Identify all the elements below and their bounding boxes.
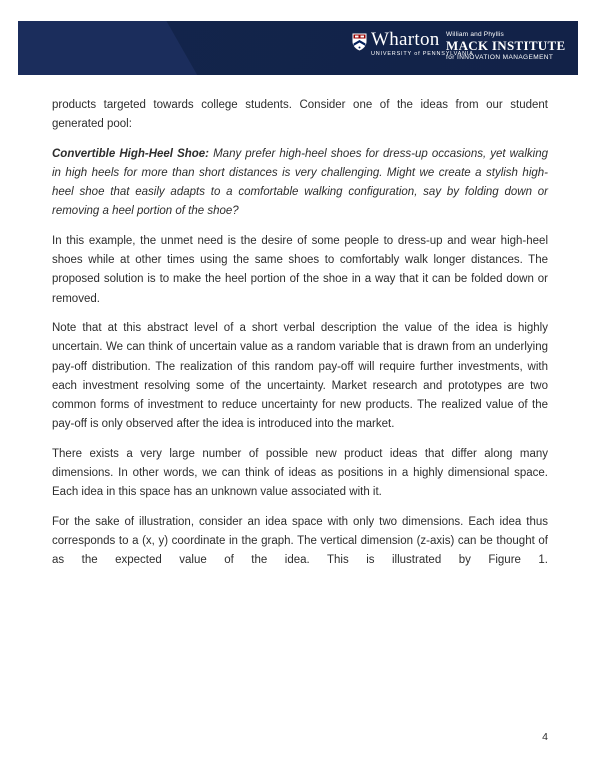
paragraph-4: There exists a very large number of possible new product ideas that differ along many dimensions. In other words, we can think of ideas as positions in a highly dimensional space. Each idea in this space has an unknown value associated with it.: [52, 447, 548, 499]
paragraph-3: Note that at this abstract level of a short verbal description the value of the idea is highly uncertain. We can think of uncertain value as a random variable that is drawn from an underlying pay-off distribution. The realization of this random pay-off will require further investments, with each investment resolving some of the uncertainty. Market research and prototypes are two common forms of investment to reduce uncertainty for new products. The realized value of the pay-off is only observed after the idea is introduced into the market.: [52, 321, 548, 431]
paragraph-2: In this example, the unmet need is the desire of some people to dress-up and wear high-heel shoes while at other times using the same shoes to comfortably walk longer distances. The proposed solution is to make the heel portion of the shoe in a way that it can be folded down or removed.: [52, 234, 548, 305]
document-body: [52, 96, 548, 581]
paragraph-5: For the sake of illustration, consider an idea space with only two dimensions. Each idea thus corresponds to a (x, y) coordinate in the graph. The vertical dimension (z-axis) can be thought of as the expected value of the idea. This is illustrated by Figure 1.: [52, 515, 548, 567]
institute-tagline: for INNOVATION MANAGEMENT: [446, 54, 554, 61]
institute-name: MACK INSTITUTE: [446, 38, 566, 53]
quote-lead: Convertible High-Heel Shoe:: [52, 147, 210, 160]
university-label: UNIVERSITY of PENNSYLVANIA: [371, 51, 474, 57]
mack-institute-block: [446, 31, 565, 61]
penn-shield-icon: [352, 33, 367, 51]
institute-patrons-label: William and Phyllis: [446, 31, 504, 38]
header-band: [18, 21, 578, 75]
paragraph-1: products targeted towards college students. Consider one of the ideas from our student generated pool:: [52, 99, 548, 131]
wharton-wordmark: Wharton: [371, 29, 440, 50]
quote-body: Many prefer high-heel shoes for dress-up occasions, yet walking in high heels for more than short distances is very challenging. Might we create a stylish high-heel shoe that easily adapts to a comfortable walking configuration, say by folding down or removing a heel portion of the shoe?: [52, 147, 548, 218]
quote-paragraph: [52, 145, 548, 222]
page-number: 4: [542, 731, 548, 743]
